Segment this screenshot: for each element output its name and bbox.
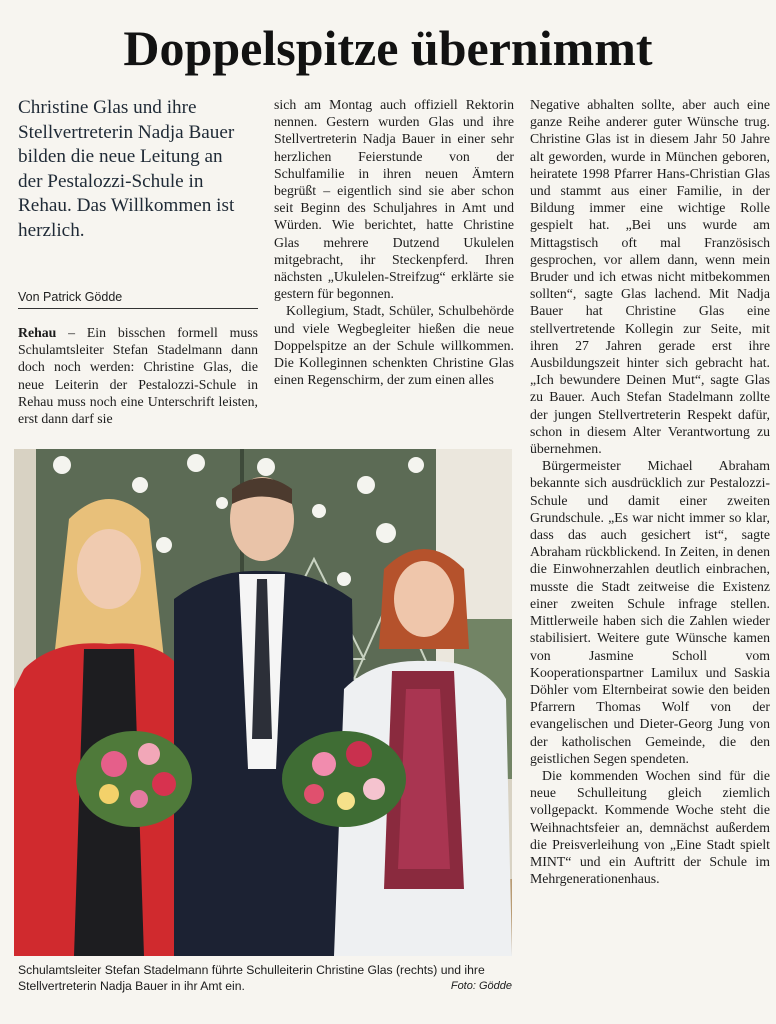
article-column-2 bbox=[274, 96, 514, 388]
paragraph: Die kommenden Wochen sind für die neue Schulleitung gleich ziemlich vollgepackt. Kommende Woche steht die Weihnachtsfeier an, demnächst außerdem die Preisverleihung von „Eine Stadt spielt MINT“ und ein Auftritt der Schule im Mehrgenerationenhaus. bbox=[530, 767, 770, 887]
paragraph: sich am Montag auch offiziell Rektorin nennen. Gestern wurden Glas und ihre Stellvertreterin Nadja Bauer in einer sehr herzlichen Feierstunde von der Schulfamilie in ihren neuen Ämtern begrüßt – eigentlich sind sie aber schon seit Beginn des Schuljahres in Amt und Würden. Wie berichtet, hatte Christine Glas mehrere Dutzend Ukulelen mitgebracht, ihr Steckenpferd. Ihren nächsten „Ukulelen-Streifzug“ erklärte sie gestern für begonnen. bbox=[274, 97, 514, 302]
dateline: Rehau bbox=[18, 325, 57, 340]
photo-credit: Foto: Gödde bbox=[450, 980, 512, 992]
byline: Von Patrick Gödde bbox=[18, 290, 258, 309]
article-column-3 bbox=[530, 96, 770, 887]
paragraph: Bürgermeister Michael Abraham bekannte sich ausdrücklich zur Pestalozzi-Schule und damit einer zweiten Grundschule. „Es war nicht immer so klar, dass das auch gesichert ist“, sagte Abraham rückblickend. In Zeiten, in denen die Einwohnerzahlen deutlich einbrachen, musste die Stadt zeitweise die Existenz einer zweiten Schule infrage stellen. Mittlerweile haben sich die Zahlen wieder stabilisiert. Weitere gute Wünsche kamen von Jasmine Scholl vom Kooperationspartner Lamilux und Saskia Döhler vom Elternbeirat sowie den beiden Pfarrern Thomas Wolf von der evangelischen und Dieter-Georg Jung von der katholischen Gemeinde, die den geistlichen Segen spendeten. bbox=[530, 458, 770, 766]
paragraph bbox=[18, 324, 258, 427]
paragraph: Negative abhalten sollte, aber auch eine ganze Reihe anderer guter Wünsche trug. Christine Glas ist in diesem Jahr 50 Jahre alt geworden, wurde in München geboren, heiratete 1998 Pfarrer Hans-Christian Glas und stammt aus einer Familie, in der Bildung immer eine wichtige Rolle gespielt hat. „Bei uns wurde am Mittagstisch oft mal Französisch gesprochen, vor allem dann, wenn mein Bruder und ich etwas nicht mitbekommen sollten“, sagte Glas lachend. Mit Nadja Bauer hat Christine Glas eine stellvertretende Kollegin zur Seite, mit ihren 27 Jahren gerade erst ihre Ausbildungszeit hinter sich gebracht hat. „Ich bewundere Deinen Mut“, sagte Glas zu Bauer. Auch Stefan Stadelmann zollte der jungen Stellvertreterin Respekt dafür, schon in diesem Alter Verantwortung zu übernehmen. bbox=[530, 97, 770, 457]
caption-text: Schulamtsleiter Stefan Stadelmann führte Schulleiterin Christine Glas (rechts) und ihre Stellvertreterin Nadja Bauer in ihr Amt ein. bbox=[18, 963, 485, 993]
article-photo bbox=[14, 449, 512, 956]
face bbox=[77, 529, 141, 609]
headline: Doppelspitze übernimmt bbox=[123, 20, 653, 76]
lead-paragraph bbox=[18, 96, 248, 243]
bouquet-right bbox=[282, 731, 406, 827]
face bbox=[394, 561, 454, 637]
article-column-1 bbox=[18, 324, 258, 427]
bouquet-left bbox=[76, 731, 192, 827]
paragraph: Kollegium, Stadt, Schüler, Schulbehörde und viele Wegbegleiter hießen die neue Doppelspitze an der Schule willkommen. Die Kolleginnen schenkten Christine Glas einen Regenschirm, der zum einen alles bbox=[274, 303, 514, 388]
photo-illustration bbox=[14, 449, 512, 956]
photo-caption bbox=[18, 962, 512, 994]
paragraph-text: – Ein bisschen formell muss Schulamtsleiter Stefan Stadelmann dann doch noch werden: Christine Glas, die neue Leiterin der Pestalozzi-Schule in Rehau muss noch eine Unterschrift leisten, erst dann darf sie bbox=[18, 325, 258, 427]
lead-text: Christine Glas und ihre Stellvertreterin Nadja Bauer bilden die neue Leitung an der Pestalozzi-Schule in Rehau. Das Willkommen ist herzlich. bbox=[18, 97, 235, 241]
